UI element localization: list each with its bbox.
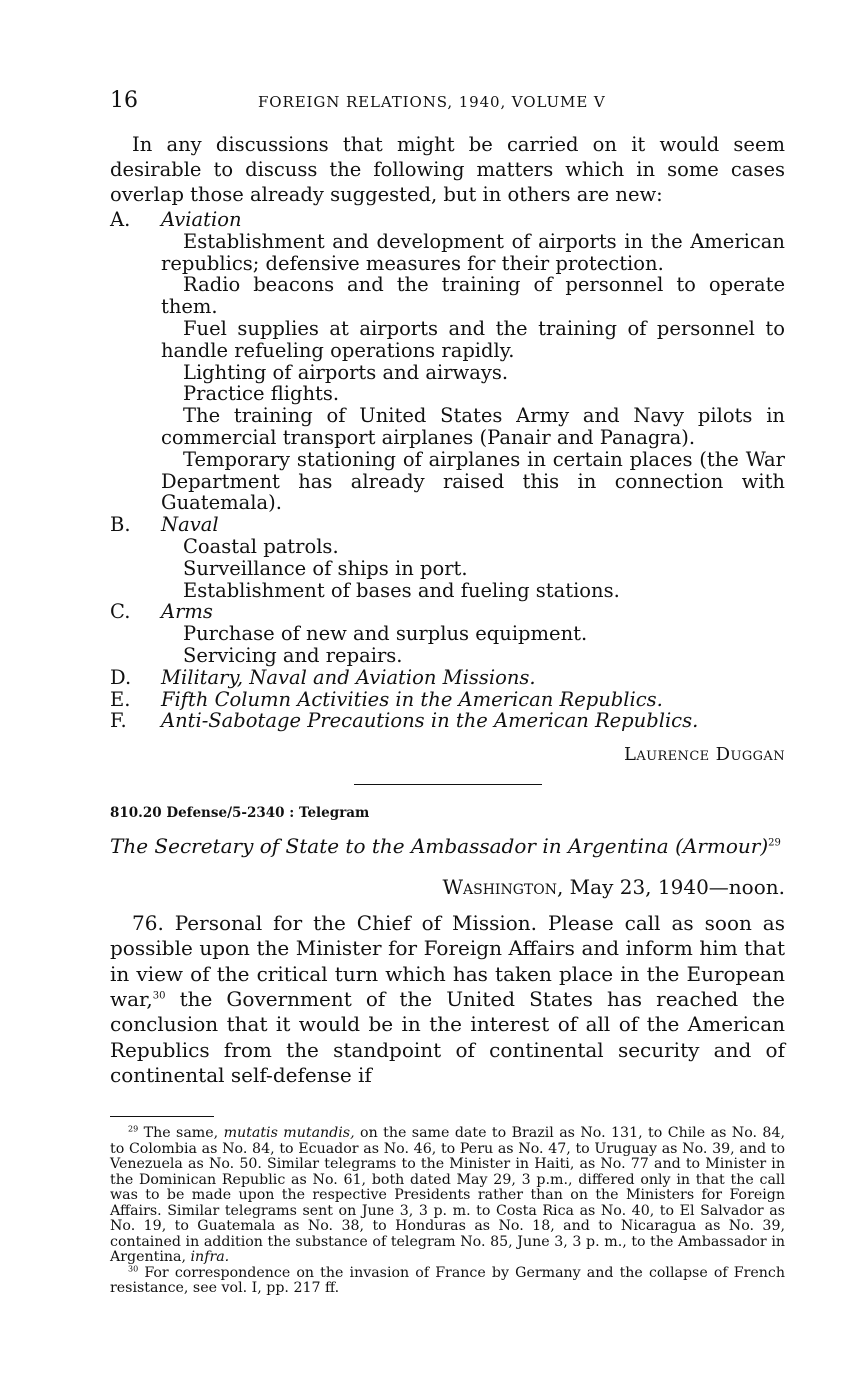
outline-item: Coastal patrols.	[183, 534, 339, 558]
footnote-ref-29: 29	[768, 837, 781, 849]
footnote-30-text: For correspondence on the invasion of France by Germany and the collapse of French resistance, see vol. I, pp. 217 ff.	[110, 1264, 786, 1297]
outline-section-items	[110, 623, 785, 667]
telegram-body	[110, 911, 785, 1088]
footnote-29-text-before: The same,	[143, 1125, 219, 1142]
footnote-divider	[110, 1116, 214, 1117]
outline-section-heading	[110, 710, 785, 732]
outline-section-heading	[110, 601, 785, 623]
outline-item: Establishment of bases and fueling stations.	[183, 578, 620, 602]
dateline-date: May 23, 1940—noon.	[569, 875, 785, 900]
document-page	[110, 88, 785, 1297]
footnote-ref-30: 30	[152, 990, 166, 1002]
signature: Laurence Duggan	[623, 744, 785, 766]
outline-section-title: Fifth Column Activities in the American Republics.	[161, 687, 663, 711]
outline-item: Fuel supplies at airports and the training of personnel to handle refueling operations rapidly.	[161, 316, 785, 362]
outline-section-letter: A.	[110, 208, 131, 231]
outline-section-title: Anti-Sabotage Precautions in the American Republics.	[161, 709, 699, 733]
page-number: 16	[110, 88, 138, 113]
footnote-29-italic-1: mutatis mutandis,	[223, 1125, 355, 1142]
file-reference: 810.20 Defense/5-2340 : Telegram	[110, 805, 370, 822]
outline-item: Lighting of airports and airways.	[183, 360, 509, 384]
outline-section-title: Naval	[161, 513, 219, 537]
outline-section-items	[110, 536, 785, 601]
document-title-text: The Secretary of State to the Ambassador in Argentina (Armour)	[110, 834, 769, 859]
footnotes	[110, 1126, 785, 1297]
outline-section-title: Aviation	[161, 208, 242, 231]
outline-section-letter: E.	[110, 687, 131, 711]
outline-section-items	[110, 231, 785, 514]
outline-item: The training of United States Army and Navy pilots in commercial transport airplanes (Panair and Panagra).	[161, 404, 785, 449]
outline-item: Servicing and repairs.	[183, 643, 403, 667]
running-header-title: FOREIGN RELATIONS, 1940, VOLUME V	[258, 93, 606, 111]
outline-item: Purchase of new and surplus equipment.	[183, 622, 588, 646]
topic-outline	[110, 209, 785, 732]
footnote-29-text-middle: on the same date to Brazil as No. 131, to Chile as No. 84, to Colombia as No. 84, to Ecuador as No. 46, to Peru as No. 47, to Uruguay as No. 39, and to Venezuela as No. 50. Similar telegrams to the Minister in Haiti, as No. 77 and to Minister in the Dominican Republic as No. 61, both dated May 29, 3 p.m., differed only in that the call was to be made upon the respective Presidents rather than on the Ministers for Foreign Affairs. Similar telegrams sent on June 3, 3 p. m. to Costa Rica as No. 40, to El Salvador as No. 19, to Guatemala as No. 38, to Honduras as No. 18, and to Nicaragua as No. 39, contained in addition the substance of telegram No. 85, June 3, 3 p. m., to the Ambassador in Argentina,	[110, 1125, 786, 1266]
footnote-30	[110, 1263, 786, 1297]
intro-paragraph: In any discussions that might be carried on it would seem desirable to discuss the following matters which in some cases overlap those already suggested, but in others are new:	[110, 133, 785, 206]
telegram-body-part1: 76. Personal for the Chief of Mission. Please call as soon as possible upon the Minister for Foreign Affairs and inform him that in view of the critical turn which has taken place in the European war,	[110, 911, 785, 1012]
outline-section-letter: B.	[110, 513, 131, 537]
footnote-29-italic-2: infra.	[190, 1249, 230, 1266]
outline-section-heading	[110, 209, 785, 231]
dateline	[110, 875, 785, 899]
outline-section-letter: F.	[110, 709, 127, 733]
outline-item: Surveillance of ships in port.	[183, 556, 468, 580]
outline-section-title: Military, Naval and Aviation Missions.	[161, 665, 536, 689]
footnote-29-mark: 29	[128, 1124, 139, 1134]
telegram-body-part2: the Government of the United States has reached the conclusion that it would be in the interest of all of the American Republics from the standpoint of continental security and of continental self-defense if	[110, 987, 786, 1087]
outline-item: Radio beacons and the training of personnel to operate them.	[161, 273, 785, 319]
outline-section-letter: D.	[110, 665, 132, 689]
running-header	[110, 88, 785, 118]
dateline-place: Washington,	[442, 875, 564, 900]
outline-section-heading	[110, 667, 785, 689]
outline-section-letter: C.	[110, 600, 131, 624]
footnote-29	[110, 1126, 785, 1266]
outline-item: Temporary stationing of airplanes in certain places (the War Department has already raised this in connection with Guatemala).	[161, 447, 785, 515]
footnote-30-mark: 30	[128, 1263, 139, 1273]
outline-section-heading	[110, 689, 785, 711]
outline-item: Practice flights.	[183, 382, 340, 406]
outline-section-title: Arms	[161, 600, 213, 624]
outline-section-heading	[110, 514, 785, 536]
document-title	[110, 834, 785, 858]
section-divider	[354, 784, 542, 785]
outline-item: Establishment and development of airports in the American republics; defensive measures for their protection.	[161, 229, 785, 275]
